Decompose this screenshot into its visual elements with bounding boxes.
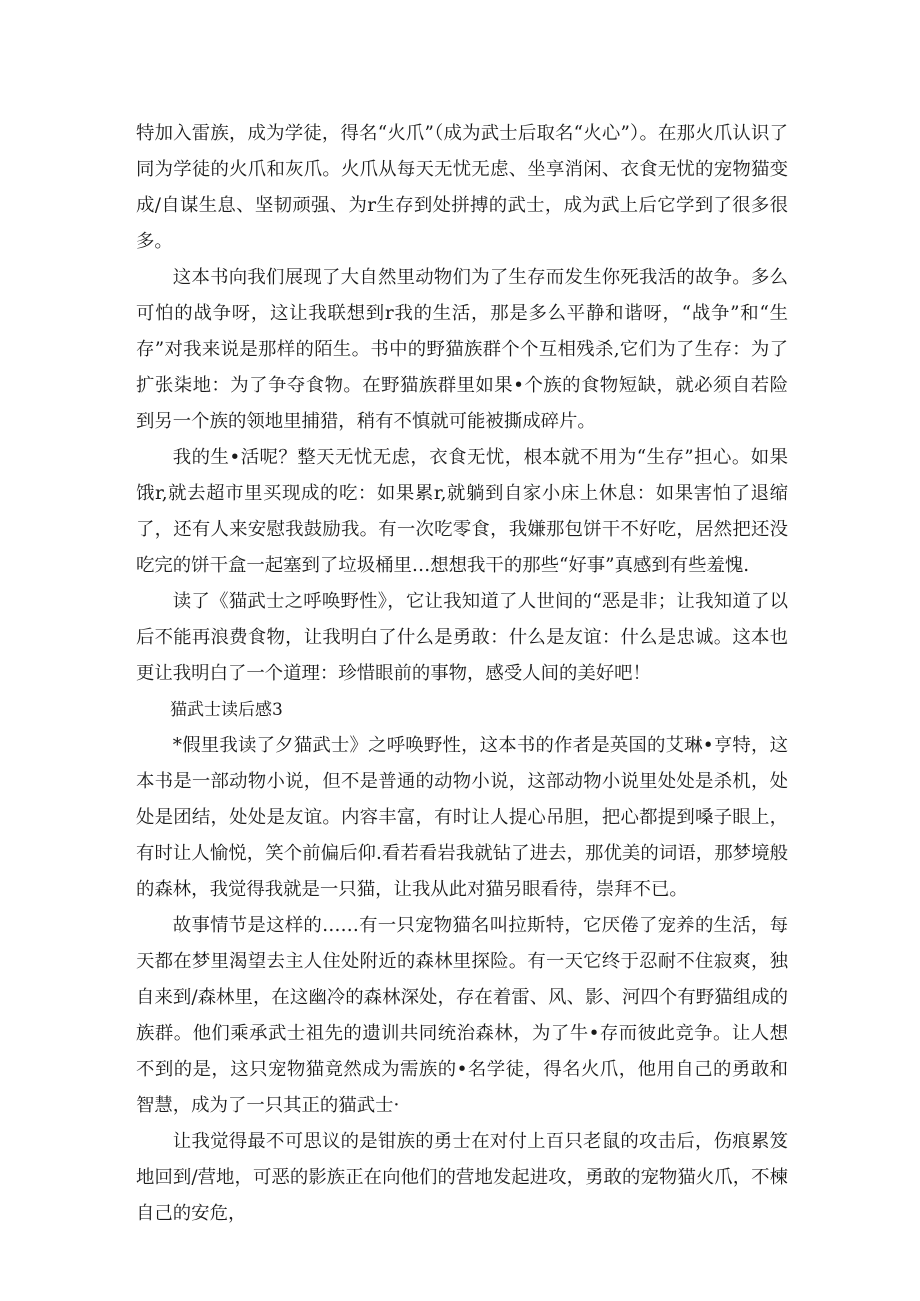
document-body [136,116,788,1232]
paragraph-continuation: 特加入雷族，成为学徒，得名“火爪”（成为武士后取名“火心”）。在那火爪认识了同为学徒的火爪和灰爪。火爪从每天无忧无虑、坐享消闲、衣食无忧的宠物猫变成/自谋生息、坚韧顽强、为r生存到处拼搏的武士，成为武上后它学到了很多很多。 [136,123,788,252]
paragraph-surprise: 让我觉得最不可思议的是钳族的勇士在对付上百只老鼠的攻击后，伤痕累笈地回到/营地，可恶的影族正在向他们的营地发起进攻，勇敢的宠物猫火爪，不楝自己的安危， [136,1131,788,1224]
paragraph-nature-war: 这本书向我们展现了大自然里动物们为了生存而发生你死我活的故争。多么可怕的战争呀，这让我联想到r我的生活，那是多么平静和谐呀，“战争”和“生存”对我来说是那样的陌生。书中的野猫族群个个互相残杀,它们为了生存：为了扩张柒地：为了争夺食物。在野猫族群里如果•个族的食物短缺，就必须自若险到另一个族的领地里捕猎，稍有不慎就可能被撕成碎片。 [136,267,788,432]
paragraph-my-life: 我的生•活呢？整天无忧无虑，衣食无忧，根本就不用为“生存”担心。如果饿r,就去超市里买现成的吃：如果累r,就躺到自家小床上休息：如果害怕了退缩了，还有人来安慰我鼓励我。有一次吃零食，我嫌那包饼干不好吃，居然把还没吃完的饼干盒一起塞到了垃圾桶里…想想我干的那些“好事”真感到有些羞愧. [136,447,788,576]
paragraph-story-plot: 故事情节是这样的……有一只宠物猫名叫拉斯特，它厌倦了宠养的生活，每天都在梦里渴望去主人住处附近的森林里探险。有一天它终于忍耐不住寂爽，独自来到/森林里，在这幽冷的森林深处，存在着雷、风、影、河四个有野猫组成的族群。他们乘承武士祖先的遗训共同统治森林，为了牛•存而彼此竞争。让人想不到的是，这只宠物猫竟然成为需族的•名学徒，得名火爪，他用自己的勇敢和智慧，成为了一只其正的猫武士· [136,915,788,1116]
paragraph-lessons: 读了《猫武士之呼唤野性》，它让我知道了人世间的“恶是非；让我知道了以后不能再浪费食物，让我明白了什么是勇敢：什么是友谊：什么是忠诚。这本也更让我明白了一个道理：珍惜眼前的事物，感受人间的美好吧！ [136,591,788,684]
section-title: 猫武士读后感3 [170,700,283,720]
paragraph-book-intro: *假里我读了夕猫武士》之呼唤野性，这本书的作者是英国的艾琳•亨特，这本书是一部动物小说，但不是普通的动物小说，这部动物小说里处处是杀机，处处是团结，处处是友谊。内容丰富，有时让人提心吊胆，把心都提到嗓子眼上，有时让人愉悦，笑个前偏后仰.看若看岩我就钻了进去，那优美的词语，那梦境般的森林，我觉得我就是一只猫，让我从此对猫另眼看待，崇拜不已。 [136,735,788,900]
